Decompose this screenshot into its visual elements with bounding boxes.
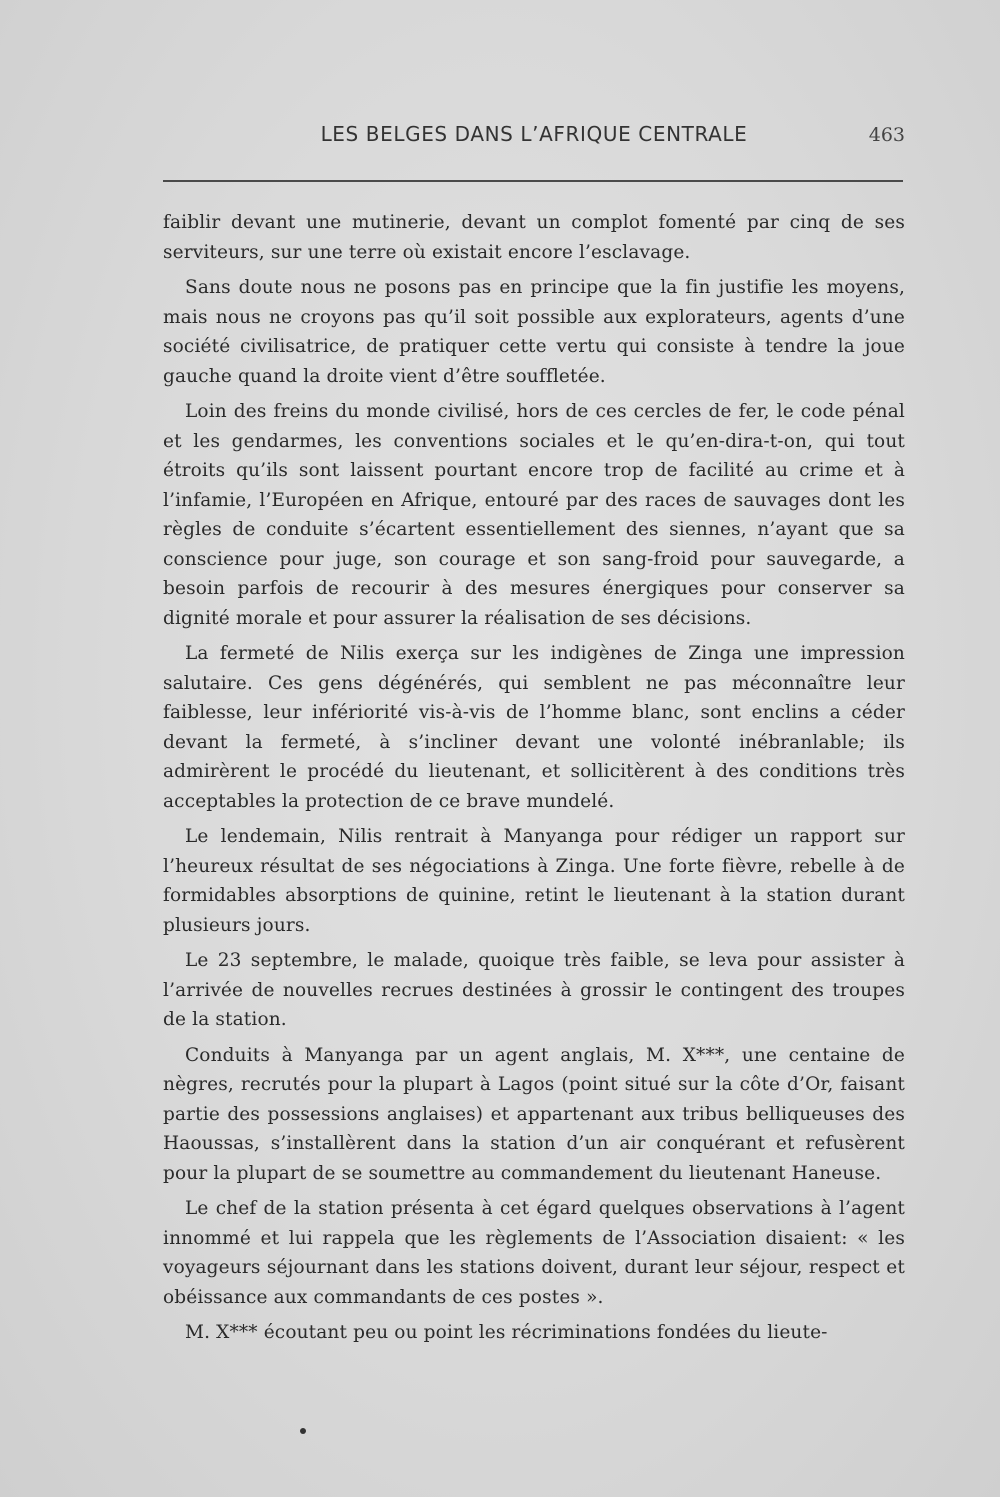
body-text xyxy=(163,208,905,1354)
page-number: 463 xyxy=(868,124,905,146)
paragraph: Conduits à Manyanga par un agent anglais, M. X***, une centaine de nègres, recrutés pour la plupart à Lagos (point situé sur la côte d’Or, faisant partie des possessions anglaises) et appartenant aux tribus belliqueuses des Haoussas, s’installèrent dans la station d’un air conquérant et refusèrent pour la plupart de se soumettre au commandement du lieutenant Haneuse. xyxy=(163,1044,905,1184)
paragraph: Le lendemain, Nilis rentrait à Manyanga pour rédiger un rapport sur l’heureux résultat de ses négociations à Zinga. Une forte fièvre, rebelle à de formidables absorptions de quinine, retint le lieutenant à la station durant plusieurs jours. xyxy=(163,826,905,936)
paragraph: Loin des freins du monde civilisé, hors de ces cercles de fer, le code pénal et les gendarmes, les conventions sociales et le qu’en-dira-t-on, qui tout étroits qu’ils sont laissent pourtant encore trop de facilité au crime et à l’infamie, l’Européen en Afrique, entouré par des races de sauvages dont les règles de conduite s’écartent essentiellement des siennes, n’ayant que sa conscience pour juge, son courage et son sang-froid pour sauvegarde, a besoin parfois de recourir à des mesures énergiques pour conserver sa dignité morale et pour assurer la réalisation de ses décisions. xyxy=(163,401,905,629)
paragraph: Sans doute nous ne posons pas en principe que la fin justifie les moyens, mais nous ne croyons pas qu’il soit possible aux explorateurs, agents d’une société civilisatrice, de pratiquer cette vertu qui consiste à tendre la joue gauche quand la droite vient d’être souffletée. xyxy=(163,277,905,387)
paragraph: M. X*** écoutant peu ou point les récriminations fondées du lieute- xyxy=(185,1322,828,1343)
ink-speck xyxy=(300,1428,306,1434)
running-head xyxy=(163,122,905,152)
paragraph: faiblir devant une mutinerie, devant un complot fomenté par cinq de ses serviteurs, sur une terre où existait encore l’esclavage. xyxy=(163,212,905,263)
paragraph: Le chef de la station présenta à cet égard quelques observations à l’agent innommé et lui rappela que les règlements de l’Association disaient: « les voyageurs séjournant dans les stations doivent, durant leur séjour, respect et obéissance aux commandants de ces postes ». xyxy=(163,1198,905,1308)
header-rule xyxy=(163,180,903,182)
running-title: LES BELGES DANS L’AFRIQUE CENTRALE xyxy=(320,122,748,146)
paragraph: Le 23 septembre, le malade, quoique très faible, se leva pour assister à l’arrivée de nouvelles recrues destinées à grossir le contingent des troupes de la station. xyxy=(163,950,905,1030)
paragraph: La fermeté de Nilis exerça sur les indigènes de Zinga une impression salutaire. Ces gens dégénérés, qui semblent ne pas méconnaître leur faiblesse, leur infériorité vis-à-vis de l’homme blanc, sont enclins a céder devant la fermeté, à s’incliner devant une volonté inébranlable; ils admirèrent le procédé du lieutenant, et sollicitèrent à des conditions très acceptables la protection de ce brave mundelé. xyxy=(163,643,905,812)
